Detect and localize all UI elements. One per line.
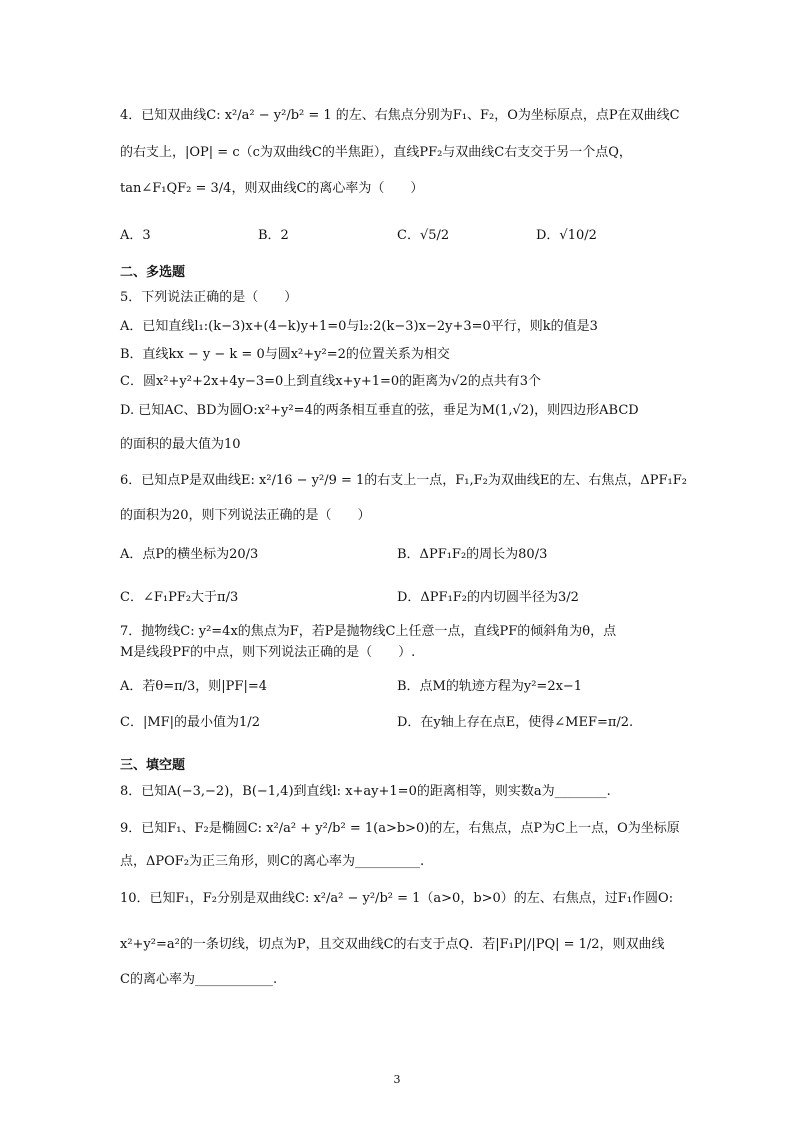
- q10-line-3: C的离心率为____________.: [120, 972, 278, 987]
- q4-line-1: 4．已知双曲线C: x²/a² − y²/b² = 1 的左、右焦点分别为F₁、F₂，O为坐标原点，点P在双曲线C: [120, 108, 680, 123]
- q7-line-1: 7．抛物线C: y²=4x的焦点为F，若P是抛物线C上任意一点，直线PF的倾斜角为θ，点: [120, 624, 617, 639]
- q6-option-c: C．∠F₁PF₂大于π/3: [120, 590, 239, 605]
- page-number: 3: [393, 1073, 401, 1086]
- q4-option-d: D．√10/2: [536, 228, 597, 243]
- section-title-fill-in: 三、填空题: [120, 758, 186, 773]
- q7-option-b: B．点M的轨迹方程为y²=2x−1: [397, 679, 583, 694]
- q7-line-2: M是线段PF的中点，则下列说法正确的是（ ）.: [120, 645, 416, 660]
- q10-line-2: x²+y²=a²的一条切线，切点为P，且交双曲线C的右支于点Q．若|F₁P|/|PQ| = 1/2，则双曲线: [120, 937, 665, 952]
- q4-option-c: C．√5/2: [397, 228, 450, 243]
- q7-option-a: A．若θ=π/3，则|PF|=4: [120, 679, 267, 694]
- q7-option-c: C．|MF|的最小值为1/2: [120, 715, 260, 730]
- q6-line-2: 的面积为20，则下列说法正确的是（ ）: [120, 508, 371, 523]
- q4-option-b: B．2: [258, 228, 289, 243]
- q6-option-b: B．ΔPF₁F₂的周长为80/3: [397, 547, 548, 562]
- q10-line-1: 10．已知F₁，F₂分别是双曲线C: x²/a² − y²/b² = 1（a>0，b>0）的左、右焦点，过F₁作圆O:: [120, 891, 674, 906]
- q5-option-b: B．直线kx − y − k = 0与圆x²+y²=2的位置关系为相交: [120, 347, 450, 362]
- q9-line-2: 点，ΔPOF₂为正三角形，则C的离心率为__________.: [120, 854, 425, 869]
- q5-option-c: C．圆x²+y²+2x+4y−3=0上到直线x+y+1=0的距离为√2的点共有3个: [120, 374, 541, 389]
- q6-line-1: 6．已知点P是双曲线E: x²/16 − y²/9 = 1的右支上一点，F₁,F₂为双曲线E的左、右焦点，ΔPF₁F₂: [120, 473, 687, 488]
- q5-option-d-line-2: 的面积的最大值为10: [120, 437, 241, 452]
- q5-stem: 5．下列说法正确的是（ ）: [120, 290, 298, 305]
- q4-line-3: tan∠F₁QF₂ = 3/4，则双曲线C的离心率为（ ）: [120, 181, 424, 196]
- q5-option-a: A．已知直线l₁:(k−3)x+(4−k)y+1=0与l₂:2(k−3)x−2y+3=0平行，则k的值是3: [120, 319, 598, 334]
- section-title-multiple-choice: 二、多选题: [120, 265, 186, 280]
- q4-option-a: A．3: [120, 228, 151, 243]
- q4-line-2: 的右支上，|OP| = c（c为双曲线C的半焦距），直线PF₂与双曲线C右支交于另一个点Q，: [120, 145, 632, 160]
- q7-option-d: D．在y轴上存在点E，使得∠MEF=π/2.: [397, 715, 634, 730]
- q6-option-a: A．点P的横坐标为20/3: [120, 547, 259, 562]
- q5-option-d-line-1: D. 已知AC、BD为圆O:x²+y²=4的两条相互垂直的弦，垂足为M(1,√2)，则四边形ABCD: [120, 403, 639, 418]
- q6-option-d: D．ΔPF₁F₂的内切圆半径为3/2: [397, 590, 579, 605]
- q9-line-1: 9．已知F₁、F₂是椭圆C: x²/a² + y²/b² = 1(a>b>0)的左，右焦点，点P为C上一点，O为坐标原: [120, 821, 680, 836]
- q8-line-1: 8．已知A(−3,−2)，B(−1,4)到直线l: x+ay+1=0的距离相等，则实数a为________.: [120, 784, 611, 799]
